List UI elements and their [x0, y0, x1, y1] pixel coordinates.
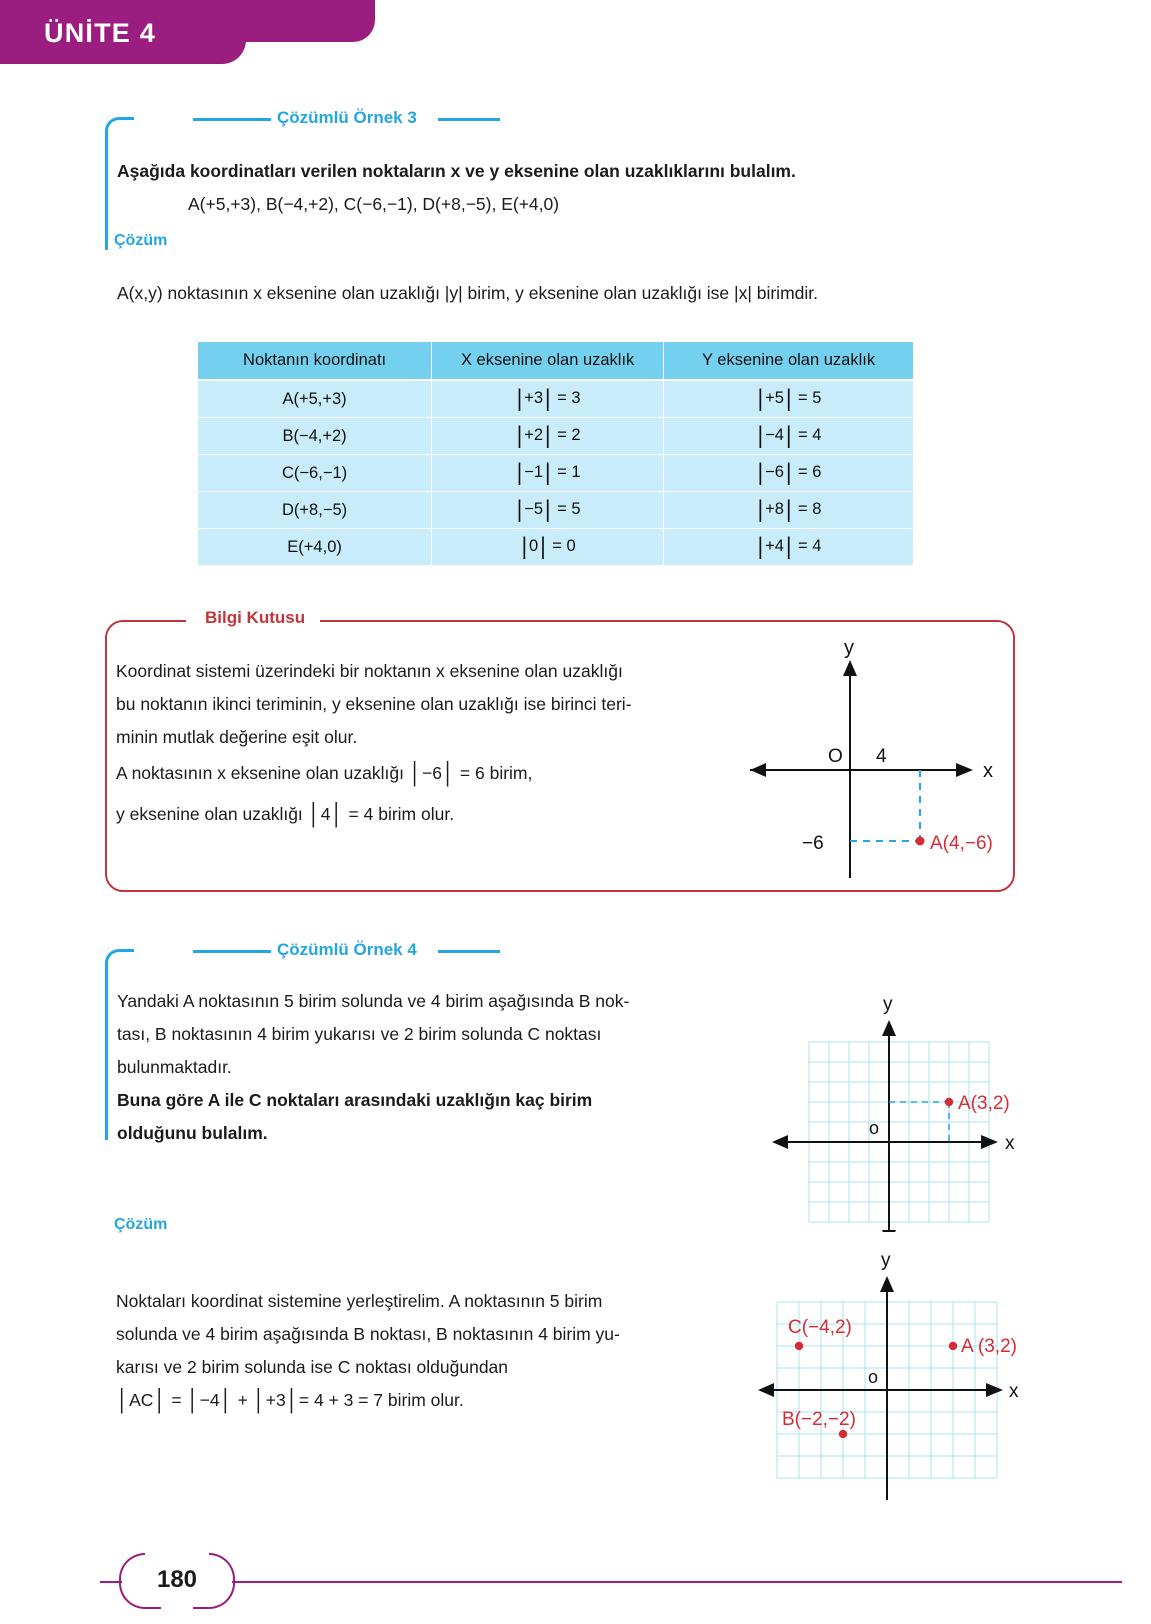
rounded-corner-icon: [105, 117, 134, 146]
abs-bar-icon: │: [252, 1389, 266, 1412]
badge-top-mask: [145, 1551, 209, 1555]
rule-dash-right: [438, 950, 500, 953]
info-line4-post: = 6 birim,: [459, 763, 533, 783]
svg-text:4: 4: [876, 746, 887, 767]
footer-rule-right: [232, 1581, 1122, 1583]
abs-bar-icon: │: [441, 762, 456, 785]
info-line5-post: = 4 birim olur.: [348, 804, 455, 824]
cell-point: A(+5,+3): [198, 380, 432, 418]
svg-text:A (3,2): A (3,2): [961, 1336, 1017, 1357]
example-4-top-coordinate-diagram: [752, 962, 1022, 1232]
svg-text:B(−2,−2): B(−2,−2): [782, 1409, 856, 1430]
example-4-bottom-coordinate-diagram: [752, 1232, 1022, 1502]
table-header-row: [198, 342, 914, 381]
rule-dash-left: [193, 118, 271, 121]
info-line4-abs: −6: [421, 763, 442, 783]
info-box-coordinate-diagram: [740, 630, 1005, 880]
example-3-points: A(+5,+3), B(−4,+2), C(−6,−1), D(+8,−5), E(+4,0): [188, 194, 560, 214]
table-header-cell: Y eksenine olan uzaklık: [664, 342, 914, 381]
abs-bar-icon: │: [330, 803, 344, 826]
cell-point: E(+4,0): [198, 529, 432, 566]
rule-dash-right: [438, 118, 500, 121]
example-4-rule: [105, 940, 525, 962]
abs-bar-icon: │: [116, 1389, 130, 1412]
cell-point: C(−6,−1): [198, 455, 432, 492]
example-4-spine: [105, 962, 108, 1140]
example-3-question: Aşağıda koordinatları verilen noktaların x ve y eksenine olan uzaklıklarını bulalım.: [117, 161, 796, 181]
svg-text:y: y: [844, 637, 854, 659]
cell-y-distance: | +8| = 8: [664, 492, 914, 529]
svg-text:x: x: [983, 760, 993, 782]
abs-bar-icon: │: [307, 803, 321, 826]
svg-text:−6: −6: [802, 833, 824, 854]
abs-bar-icon: │: [408, 762, 422, 785]
formula-ac: AC: [129, 1390, 154, 1410]
formula-term-a: −4: [199, 1390, 220, 1410]
example-3-spine: [105, 130, 108, 250]
example-4-question-bold-1: Buna göre A ile C noktaları arasındaki uzaklığın kaç birim: [117, 1090, 593, 1110]
example-4-solution-formula: │AC│ = │−4│ + │+3│= 4 + 3 = 7 birim olur.: [116, 1389, 464, 1412]
example-4-solution-label: Çözüm: [114, 1216, 168, 1233]
example-4-solution-line-2: solunda ve 4 birim aşağısında B noktası, B noktasının 4 birim yu-: [116, 1324, 620, 1344]
badge-bottom-mask: [145, 1603, 209, 1607]
table-row: [198, 492, 914, 529]
svg-text:A(4,−6): A(4,−6): [930, 833, 993, 854]
info-line5-pre: y eksenine olan uzaklığı: [116, 804, 303, 824]
cell-point: B(−4,+2): [198, 418, 432, 455]
info-line4-pre: A noktasının x eksenine olan uzaklığı: [116, 763, 404, 783]
cell-y-distance: | −4| = 4: [664, 418, 914, 455]
cell-x-distance: | +2| = 2: [432, 418, 664, 455]
cell-y-distance: | −6| = 6: [664, 455, 914, 492]
cell-x-distance: | −1| = 1: [432, 455, 664, 492]
svg-text:O: O: [828, 746, 843, 767]
distance-table: [197, 341, 914, 566]
info-box-line-5: [116, 798, 756, 831]
cell-y-distance: | +4| = 4: [664, 529, 914, 566]
unit-header-banner: [0, 0, 1151, 72]
svg-text:x: x: [1005, 1133, 1015, 1154]
page-number: 180: [156, 1566, 198, 1593]
unit-title: ÜNİTE 4: [44, 18, 156, 48]
svg-text:x: x: [1009, 1381, 1019, 1402]
abs-bar-icon: │: [153, 1389, 167, 1412]
table-row: [198, 380, 914, 418]
info-box-line-3: minin mutlak değerine eşit olur.: [116, 727, 358, 747]
example-4-solution-line-1: Noktaları koordinat sistemine yerleştirelim. A noktasının 5 birim: [116, 1291, 603, 1311]
svg-text:y: y: [881, 1250, 891, 1271]
example-3-label: Çözümlü Örnek 3: [277, 108, 417, 127]
example-4-question-bold-2: olduğunu bulalım.: [117, 1123, 268, 1143]
example-3-solution-label: Çözüm: [114, 232, 168, 249]
info-box-line-1: Koordinat sistemi üzerindeki bir noktanın x eksenine olan uzaklığı: [116, 661, 623, 681]
example-4-solution-line-3: karısı ve 2 birim solunda ise C noktası olduğundan: [116, 1357, 509, 1377]
info-box-line-4: [116, 757, 756, 790]
cell-x-distance: | +3| = 3: [432, 380, 664, 418]
abs-bar-icon: │: [219, 1389, 233, 1412]
table-header-cell: Noktanın koordinatı: [198, 342, 432, 381]
rounded-corner-icon: [105, 949, 134, 978]
cell-x-distance: | −5| = 5: [432, 492, 664, 529]
example-4-question-line-2: tası, B noktasının 4 birim yukarısı ve 2 birim solunda C noktası: [117, 1024, 602, 1044]
example-3-solution-intro: A(x,y) noktasının x eksenine olan uzaklığı |y| birim, y eksenine olan uzaklığı ise |x| birimdir.: [117, 283, 818, 303]
rule-dash-left: [193, 950, 271, 953]
svg-text:o: o: [868, 1367, 879, 1387]
svg-text:y: y: [883, 994, 893, 1015]
svg-text:C(−4,2): C(−4,2): [788, 1317, 852, 1338]
info-line5-abs: 4: [320, 804, 331, 824]
info-box-label: Bilgi Kutusu: [196, 608, 314, 628]
example-4-label: Çözümlü Örnek 4: [277, 940, 417, 959]
table-row: [198, 455, 914, 492]
formula-term-b: +3: [265, 1390, 286, 1410]
cell-x-distance: | 0| = 0: [432, 529, 664, 566]
table-row: [198, 418, 914, 455]
svg-text:o: o: [869, 1118, 880, 1138]
info-box-line-2: bu noktanın ikinci teriminin, y eksenine olan uzaklığı ise birinci teri-: [116, 694, 632, 714]
table-header-cell: X eksenine olan uzaklık: [432, 342, 664, 381]
table-row: [198, 529, 914, 566]
page-number-badge: [119, 1553, 235, 1605]
formula-tail: = 4 + 3 = 7 birim olur.: [298, 1390, 464, 1410]
cell-y-distance: | +5| = 5: [664, 380, 914, 418]
abs-bar-icon: │: [186, 1389, 200, 1412]
svg-text:A(3,2): A(3,2): [958, 1093, 1010, 1114]
example-3-rule: [105, 108, 525, 130]
example-4-question-line-1: Yandaki A noktasının 5 birim solunda ve 4 birim aşağısında B nok-: [117, 991, 630, 1011]
cell-point: D(+8,−5): [198, 492, 432, 529]
example-4-question-line-3: bulunmaktadır.: [117, 1057, 232, 1077]
abs-bar-icon: │: [285, 1389, 299, 1412]
